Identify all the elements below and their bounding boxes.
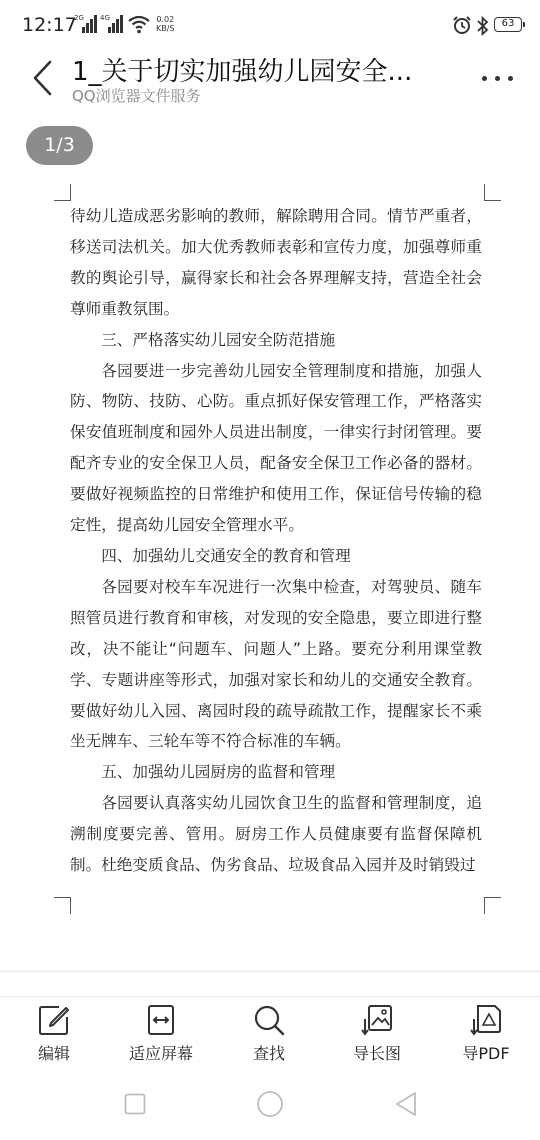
document-viewer[interactable]: [0, 120, 540, 970]
wifi-icon: [127, 14, 151, 34]
search-label: 查找: [252, 1044, 285, 1063]
back-arrow-icon: [26, 56, 62, 100]
bottom-toolbar: [0, 996, 540, 1073]
title-bar: [0, 48, 540, 114]
battery-icon: [494, 17, 522, 32]
back-button[interactable]: [26, 56, 62, 100]
section-heading: 三、严格落实幼儿园安全防范措施: [101, 330, 336, 349]
signal-type-label: 2G: [74, 14, 84, 22]
network-speed-unit: KB/S: [156, 24, 175, 33]
document-source: QQ浏览器文件服务: [72, 87, 201, 105]
export-pdf-button[interactable]: [441, 997, 531, 1073]
edit-label: 编辑: [37, 1044, 70, 1063]
document-title: 1_关于切实加强幼儿园安全...: [72, 57, 413, 87]
bluetooth-icon: [476, 16, 490, 36]
signal-type-label: 4G: [100, 14, 110, 22]
paragraph: 待幼儿造成恶劣影响的教师，解除聘用合同。情节严重者，移送司法机关。加大优秀教师表彰和宣传力度，加强尊师重教的舆论引导，赢得家长和社会各界理解支持，营造全社会尊师重教氛围。: [70, 207, 482, 318]
back-icon[interactable]: [394, 1091, 418, 1117]
export-long-image-label: 导长图: [352, 1044, 401, 1063]
crop-mark: [54, 184, 71, 201]
recent-apps-icon[interactable]: [124, 1093, 146, 1115]
search-icon: [252, 1003, 286, 1037]
alarm-icon: [452, 15, 472, 35]
signal-icon: [100, 15, 120, 33]
battery-level: 63: [501, 18, 515, 29]
edit-icon: [37, 1003, 71, 1037]
page-divider: [0, 971, 540, 972]
paragraph: 各园要对校车车况进行一次集中检查，对驾驶员、随车照管员进行教育和审核，对发现的安全隐患，要立即进行整改，决不能让“问题车、问题人”上路。要充分利用课堂教学、专题讲座等形式，加强对家长和幼儿的交通安全教育。要做好幼儿入园、离园时段的疏导疏散工作，提醒家长不乘坐无牌车、三轮车等不符合标准的车辆。: [70, 577, 482, 751]
page-content: [70, 201, 482, 881]
network-speed-value: 0.02: [156, 15, 175, 24]
network-speed: [156, 15, 175, 33]
crop-mark: [54, 897, 71, 914]
paragraph: 各园要进一步完善幼儿园安全管理制度和措施，加强人防、物防、技防、心防。重点抓好保安管理工作，严格落实保安值班制度和园外人员进出制度，一律实行封闭管理。要配齐专业的安全保卫人员，配备安全保卫工作必备的器材。要做好视频监控的日常维护和使用工作，保证信号传输的稳定性，提高幼儿园安全管理水平。: [70, 361, 482, 535]
signal-icon: [74, 15, 94, 33]
section-heading: 四、加强幼儿交通安全的教育和管理: [101, 546, 351, 565]
system-nav-bar: [0, 1075, 540, 1140]
search-button[interactable]: [224, 997, 314, 1073]
section-heading: 五、加强幼儿园厨房的监督和管理: [101, 763, 336, 782]
fit-screen-label: 适应屏幕: [128, 1044, 193, 1063]
fit-screen-button[interactable]: [116, 997, 206, 1073]
status-time: 12:17: [22, 14, 77, 36]
page-indicator: 1/3: [26, 126, 93, 165]
export-long-image-button[interactable]: [332, 997, 422, 1073]
crop-mark: [484, 897, 501, 914]
more-options-button[interactable]: [478, 68, 518, 88]
fit-screen-icon: [144, 1003, 178, 1037]
status-bar: [0, 0, 540, 48]
export-pdf-label: 导PDF: [462, 1044, 510, 1063]
export-long-image-icon: [360, 1003, 394, 1037]
home-icon[interactable]: [256, 1090, 284, 1118]
crop-mark: [484, 184, 501, 201]
paragraph: 各园要认真落实幼儿园饮食卫生的监督和管理制度，追溯制度要完善、管用。厨房工作人员健康要有监督保障机制。杜绝变质食品、伪劣食品、垃圾食品入园并及时销毁过: [70, 794, 482, 875]
export-pdf-icon: [469, 1003, 503, 1037]
edit-button[interactable]: [9, 997, 99, 1073]
